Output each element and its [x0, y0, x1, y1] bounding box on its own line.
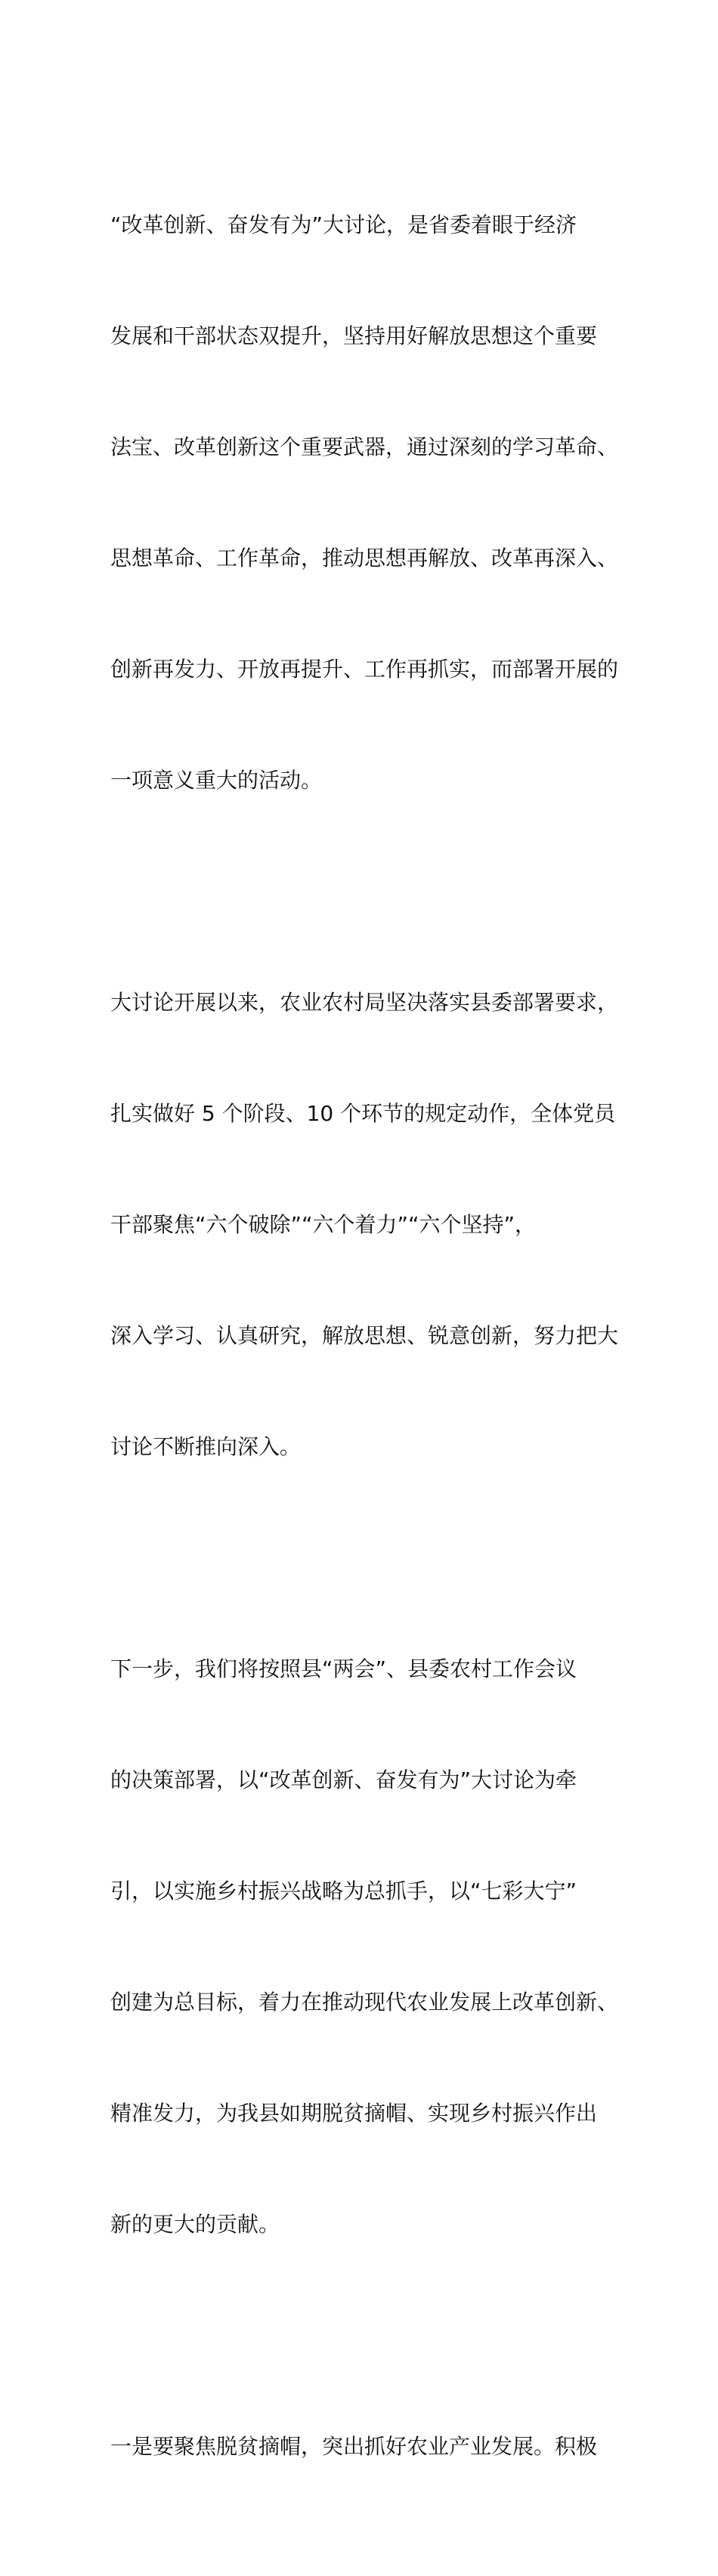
text-line: 一是要聚焦脱贫摘帽，突出抓好农业产业发展。积极	[110, 2434, 598, 2459]
text-line: “改革创新、奋发有为”大讨论，是省委着眼于经济	[110, 212, 577, 237]
text-line: 深入学习、认真研究，解放思想、锐意创新，努力把大	[110, 1323, 619, 1348]
text-line: 发展和干部状态双提升，坚持用好解放思想这个重要	[110, 323, 598, 348]
text-line: 法宝、改革创新这个重要武器，通过深刻的学习革命、	[110, 434, 619, 459]
text-line: 下一步，我们将按照县“两会”、县委农村工作会议	[110, 1656, 577, 1681]
text-line: 一项意义重大的活动。	[110, 768, 323, 793]
document-body	[110, 132, 617, 2576]
paragraph-4	[110, 2354, 617, 2539]
text-line: 大讨论开展以来，农业农村局坚决落实县委部署要求，	[110, 990, 619, 1015]
text-line: 新的更大的贡献。	[110, 2212, 280, 2237]
text-line: 讨论不断推向深入。	[110, 1434, 302, 1459]
text-line: 精准发力，为我县如期脱贫摘帽、实现乡村振兴作出	[110, 2101, 598, 2126]
text-line: 思想革命、工作革命，推动思想再解放、改革再深入、	[110, 546, 619, 571]
paragraph-3	[110, 1576, 617, 2317]
text-line: 干部聚焦“六个破除”“六个着力”“六个坚持”，	[110, 1212, 537, 1237]
text-line: 创建为总目标，着力在推动现代农业发展上改革创新、	[110, 1990, 619, 2015]
text-line: 扎实做好 5 个阶段、10 个环节的规定动作，全体党员	[110, 1101, 616, 1126]
paragraph-2	[110, 910, 617, 1539]
paragraph-1	[110, 132, 617, 873]
text-line: 的决策部署，以“改革创新、奋发有为”大讨论为牵	[110, 1767, 577, 1792]
text-line: 创新再发力、开放再提升、工作再抓实，而部署开展的	[110, 657, 619, 682]
text-line: 引，以实施乡村振兴战略为总抓手，以“七彩大宁”	[110, 1879, 577, 1903]
